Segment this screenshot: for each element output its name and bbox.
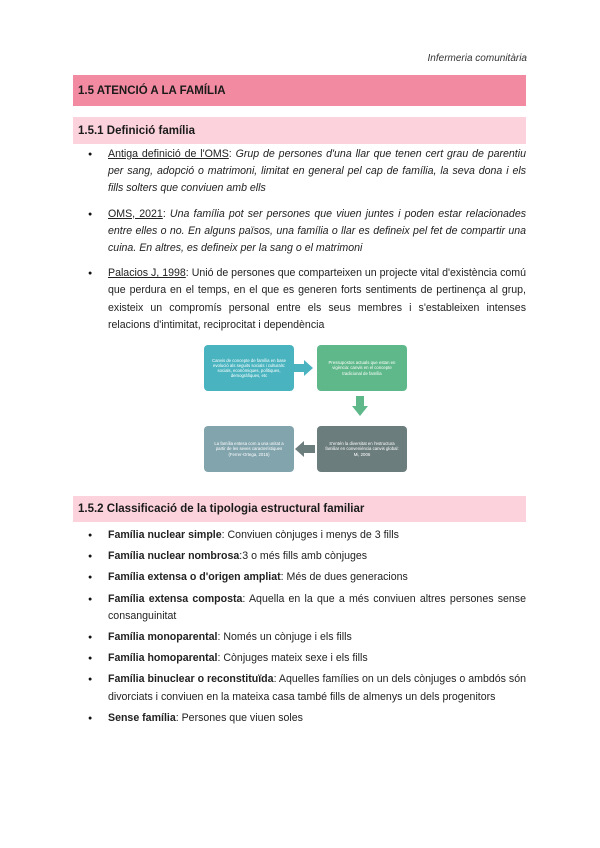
flow-box-3: S'entén la diversitat en l'estructura familiar en conveniència canvis global: Mi, 2006 [317, 426, 407, 472]
list-item [73, 265, 526, 334]
family-type-term: Família nuclear nombrosa [108, 550, 240, 563]
running-header: Infermeria comunitària [427, 53, 527, 64]
definition-text: Grup de persones d'una llar que tenen cert grau de parentiu per sang, adopció o matrimoni, limitat en general pel cap de família, la seva dona i els fills solters que conviuen amb ells [108, 148, 527, 195]
family-type-term: Família monoparental [108, 631, 218, 644]
definition-separator: : [228, 148, 232, 160]
list-item [73, 548, 526, 565]
list-item [73, 710, 526, 727]
definition-text: Unió de persones que comparteixen un projecte vital d'existència comú que perdura en el temps, en el que es generen forts sentiments de pertinença al grup, existeix un compromís personal entre els seus membres i s'estableixen intenses relacions d'intimitat, reciprocitat i dependència [108, 267, 526, 331]
family-type-desc: : Cònjuges mateix sexe i els fills [217, 652, 368, 665]
list-item [73, 671, 526, 705]
family-type-term: Família homoparental [108, 652, 218, 665]
family-type-term: Família binuclear o reconstituïda [108, 673, 274, 686]
definition-text: Una família pot ser persones que viuen juntes i poden estar relacionades entre elles o no. En alguns països, una família o llar es defineix pel fet de compartir una cuina. En altres, es defineix per la sang o el matrimoni [108, 207, 527, 255]
family-type-desc: : Aquelles famílies on un dels cònjuges o ambdós són divorciats i conviuen en la mateixa casa també fills de almenys un dels progenitors [108, 673, 527, 703]
arrow-left-icon [295, 441, 315, 457]
definition-source: OMS, 2021 [108, 207, 163, 220]
list-item [73, 146, 526, 198]
family-type-desc: :3 o més fills amb cònjuges [239, 550, 368, 563]
family-type-desc: : Més de dues generacions [280, 571, 408, 584]
definition-separator: : [162, 207, 166, 220]
family-type-desc: : Aquella en la que a més conviuen altres persones sense consanguinitat [108, 592, 526, 622]
arrow-down-icon [352, 396, 368, 416]
definition-source: Antiga definició de l'OMS [108, 148, 229, 160]
family-type-term: Família extensa composta [108, 592, 243, 605]
definition-source: Palacios J, 1998 [108, 267, 186, 280]
definition-list [73, 146, 526, 342]
list-item [73, 206, 526, 258]
family-type-list [73, 527, 526, 731]
subsection-heading-classification: 1.5.2 Classificació de la tipologia estructural familiar [73, 496, 526, 522]
arrow-right-icon [293, 360, 313, 376]
section-heading: 1.5 ATENCIÓ A LA FAMÍLIA [73, 75, 526, 106]
list-item [73, 591, 526, 625]
subsection-heading-definition: 1.5.1 Definició família [73, 117, 526, 144]
list-item [73, 629, 526, 646]
family-type-desc: : Persones que viuen soles [175, 711, 303, 724]
list-item [73, 569, 526, 586]
definition-separator: : [185, 267, 189, 280]
family-type-desc: : Conviuen cònjuges i menys de 3 fills [221, 529, 399, 541]
family-type-desc: : Només un cònjuge i els fills [217, 631, 352, 644]
list-item [73, 527, 526, 544]
flow-box-4: La família entesa com a una unitat a partir de les seves característiques (Ferrer-Ortega, 2015) [204, 426, 294, 472]
list-item [73, 650, 526, 667]
family-type-term: Família nuclear simple [108, 529, 222, 541]
flow-box-1: Canvis de concepte de família en base evolució als seguits socials i culturals: socials, econòmiques, polítiques, demogràfiques, etc [204, 345, 294, 391]
flow-box-2: Pressupostos actuals que estan en vigència: canvis en el concepte tradicional de família [317, 345, 407, 391]
family-type-term: Sense família [108, 711, 176, 724]
family-type-term: Família extensa o d'origen ampliat [108, 571, 281, 584]
